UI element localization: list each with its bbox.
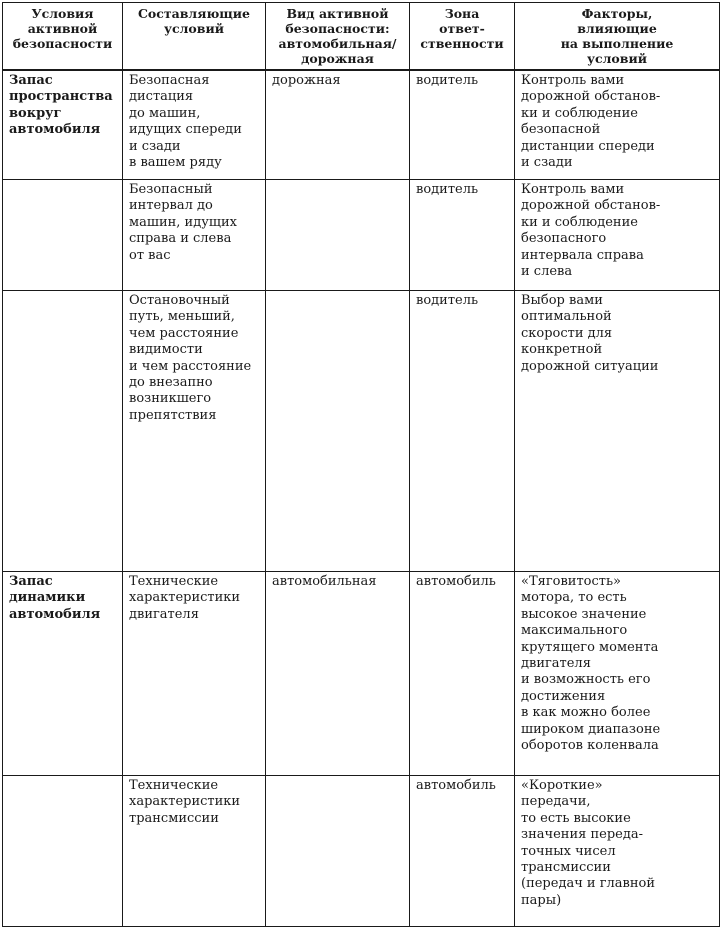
factors-cell: Контроль вами дорожной обстанов- ки и соблюдение безопасной дистанции спереди и сзади	[515, 70, 720, 180]
header-components: Составляющие условий	[123, 3, 266, 71]
condition-cell: Запас пространства вокруг автомобиля	[3, 70, 123, 180]
type-cell	[266, 776, 410, 927]
table-row	[3, 180, 720, 291]
zone-cell: водитель	[410, 291, 515, 572]
condition-cell	[3, 776, 123, 927]
table-row	[3, 70, 720, 180]
condition-cell	[3, 291, 123, 572]
component-cell: Остановочный путь, меньший, чем расстояние видимости и чем расстояние до внезапно возникшего препятствия	[123, 291, 266, 572]
header-factors: Факторы, влияющие на выполнение условий	[515, 3, 720, 71]
component-cell: Технические характеристики трансмиссии	[123, 776, 266, 927]
zone-cell: водитель	[410, 180, 515, 291]
factors-cell: Выбор вами оптимальной скорости для конкретной дорожной ситуации	[515, 291, 720, 572]
type-cell	[266, 180, 410, 291]
zone-cell: автомобиль	[410, 572, 515, 776]
condition-cell: Запас динамики автомобиля	[3, 572, 123, 776]
component-cell: Безопасная дистация до машин, идущих спереди и сзади в вашем ряду	[123, 70, 266, 180]
condition-cell	[3, 180, 123, 291]
table-row	[3, 572, 720, 776]
table-row	[3, 776, 720, 927]
header-row	[3, 3, 720, 71]
zone-cell: водитель	[410, 70, 515, 180]
factors-cell: «Тяговитость» мотора, то есть высокое значение максимального крутящего момента двигателя и возможность его достижения в как можно более широком диапазоне оборотов коленвала	[515, 572, 720, 776]
header-conditions: Условия активной безопасности	[3, 3, 123, 71]
factors-cell: Контроль вами дорожной обстанов- ки и соблюдение безопасного интервала справа и слева	[515, 180, 720, 291]
type-cell	[266, 291, 410, 572]
factors-cell: «Короткие» передачи, то есть высокие значения переда- точных чисел трансмиссии (передач и главной пары)	[515, 776, 720, 927]
type-cell: дорожная	[266, 70, 410, 180]
safety-conditions-table	[2, 2, 720, 927]
header-responsibility-zone: Зона ответ- ственности	[410, 3, 515, 71]
type-cell: автомобильная	[266, 572, 410, 776]
table-row	[3, 291, 720, 572]
component-cell: Технические характеристики двигателя	[123, 572, 266, 776]
header-safety-type: Вид активной безопасности: автомобильная/ дорожная	[266, 3, 410, 71]
component-cell: Безопасный интервал до машин, идущих справа и слева от вас	[123, 180, 266, 291]
zone-cell: автомобиль	[410, 776, 515, 927]
